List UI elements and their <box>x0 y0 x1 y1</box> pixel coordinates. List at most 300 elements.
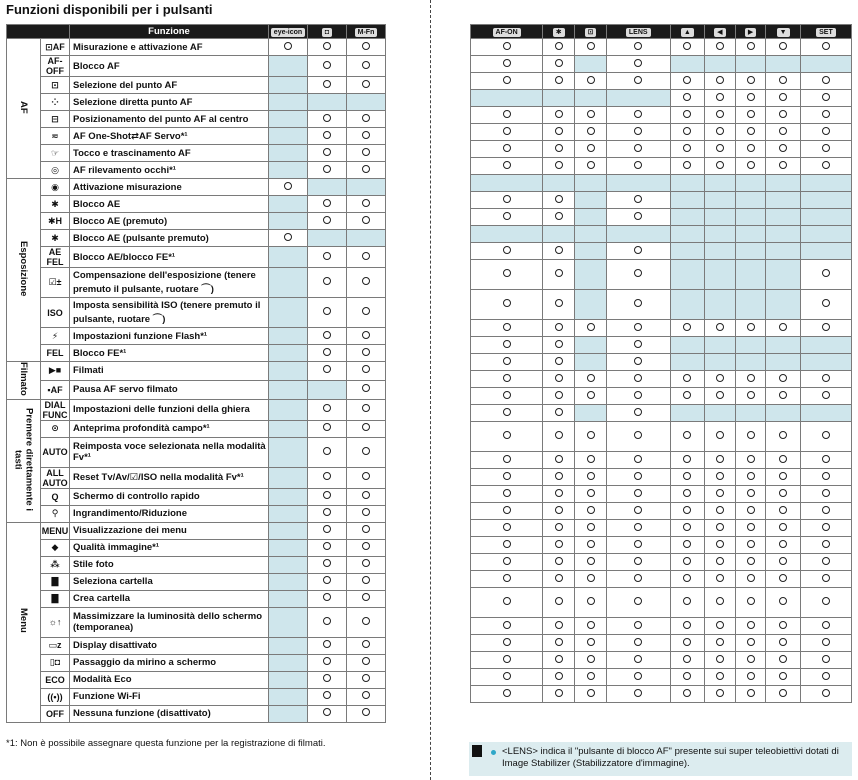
availability-cell <box>670 388 705 405</box>
available-mark <box>587 672 595 680</box>
section-label-text: Filmato <box>18 362 29 396</box>
available-mark <box>503 506 511 514</box>
availability-cell <box>308 420 347 437</box>
availability-cell <box>543 290 575 320</box>
table-row <box>7 380 386 399</box>
availability-cell <box>670 422 705 452</box>
available-mark <box>323 165 331 173</box>
availability-cell <box>800 388 851 405</box>
available-mark <box>323 404 331 412</box>
availability-cell <box>471 635 543 652</box>
available-mark <box>323 708 331 716</box>
table-row <box>471 209 852 226</box>
availability-cell <box>543 469 575 486</box>
availability-cell <box>543 388 575 405</box>
available-mark <box>683 76 691 84</box>
availability-cell <box>269 77 308 94</box>
function-icon: AE FEL <box>41 247 70 268</box>
availability-cell <box>269 213 308 230</box>
available-mark <box>822 472 830 480</box>
availability-cell <box>735 192 766 209</box>
availability-cell <box>705 124 736 141</box>
available-mark <box>747 506 755 514</box>
availability-cell <box>471 486 543 503</box>
table-row <box>471 635 852 652</box>
available-mark <box>634 212 642 220</box>
availability-cell <box>543 520 575 537</box>
available-mark <box>822 110 830 118</box>
availability-cell <box>705 371 736 388</box>
available-mark <box>555 689 563 697</box>
availability-cell <box>543 537 575 554</box>
table-row <box>471 588 852 618</box>
availability-cell <box>308 145 347 162</box>
availability-cell <box>543 686 575 703</box>
table-row <box>471 158 852 175</box>
lens-note <box>469 742 852 776</box>
available-mark <box>747 161 755 169</box>
function-icon: Q <box>41 488 70 505</box>
availability-cell <box>766 469 801 486</box>
availability-cell <box>800 226 851 243</box>
table-row <box>471 141 852 158</box>
available-mark <box>634 357 642 365</box>
available-mark <box>323 674 331 682</box>
availability-cell <box>575 520 607 537</box>
button-icon: ◘ <box>322 28 332 37</box>
availability-cell <box>308 705 347 722</box>
availability-cell <box>543 192 575 209</box>
function-icon: ◎ <box>41 162 70 179</box>
header-funzione: Funzione <box>70 25 269 39</box>
function-name: Blocco FE*¹ <box>70 345 269 362</box>
function-icon: AF-OFF <box>41 56 70 77</box>
availability-cell <box>735 73 766 90</box>
available-mark <box>555 299 563 307</box>
availability-cell <box>606 158 670 175</box>
availability-cell <box>347 637 386 654</box>
availability-cell <box>766 141 801 158</box>
function-icon: MENU <box>41 522 70 539</box>
availability-cell <box>269 362 308 381</box>
available-mark <box>362 199 370 207</box>
availability-cell <box>308 590 347 607</box>
button-icon: ▲ <box>681 28 694 37</box>
available-mark <box>779 489 787 497</box>
availability-cell <box>735 260 766 290</box>
availability-cell <box>347 705 386 722</box>
table-row <box>7 196 386 213</box>
availability-cell <box>670 56 705 73</box>
availability-cell <box>543 652 575 669</box>
available-mark <box>503 212 511 220</box>
availability-cell <box>800 635 851 652</box>
available-mark <box>822 621 830 629</box>
availability-cell <box>269 488 308 505</box>
availability-cell <box>705 503 736 520</box>
availability-cell <box>670 175 705 192</box>
section-label-text: Esposizione <box>18 240 29 297</box>
availability-cell <box>269 196 308 213</box>
availability-cell <box>347 607 386 637</box>
available-mark <box>822 506 830 514</box>
availability-cell <box>575 469 607 486</box>
available-mark <box>503 540 511 548</box>
available-mark <box>822 76 830 84</box>
table-row <box>7 705 386 722</box>
function-name: Visualizzazione dei menu <box>70 522 269 539</box>
availability-cell <box>800 669 851 686</box>
availability-cell <box>308 56 347 77</box>
availability-cell <box>800 422 851 452</box>
available-mark <box>822 655 830 663</box>
table-row <box>471 90 852 107</box>
available-mark <box>716 161 724 169</box>
available-mark <box>362 525 370 533</box>
available-mark <box>747 110 755 118</box>
table-row <box>7 247 386 268</box>
available-mark <box>683 638 691 646</box>
available-mark <box>634 246 642 254</box>
table-row <box>471 686 852 703</box>
availability-cell <box>800 337 851 354</box>
availability-cell <box>705 422 736 452</box>
function-icon: ☼↑ <box>41 607 70 637</box>
functions-table-right <box>470 24 852 703</box>
availability-cell <box>347 56 386 77</box>
availability-cell <box>347 128 386 145</box>
available-mark <box>634 127 642 135</box>
function-name: AF rilevamento occhi*¹ <box>70 162 269 179</box>
availability-cell <box>347 268 386 298</box>
availability-cell <box>543 554 575 571</box>
availability-cell <box>800 571 851 588</box>
available-mark <box>716 76 724 84</box>
available-mark <box>323 80 331 88</box>
availability-cell <box>606 107 670 124</box>
availability-cell <box>670 486 705 503</box>
available-mark <box>362 331 370 339</box>
available-mark <box>362 114 370 122</box>
available-mark <box>555 212 563 220</box>
table-row <box>471 290 852 320</box>
available-mark <box>747 42 755 50</box>
availability-cell <box>575 388 607 405</box>
available-mark <box>747 431 755 439</box>
availability-cell <box>347 539 386 556</box>
available-mark <box>503 76 511 84</box>
available-mark <box>362 640 370 648</box>
available-mark <box>779 323 787 331</box>
available-mark <box>747 523 755 531</box>
section-label-text: AF <box>18 100 29 114</box>
available-mark <box>683 557 691 565</box>
availability-cell <box>606 243 670 260</box>
availability-cell <box>347 328 386 345</box>
function-icon: ⊡AF <box>41 39 70 56</box>
button-icon: M-Fn <box>355 28 378 37</box>
available-mark <box>555 472 563 480</box>
availability-cell <box>766 520 801 537</box>
available-mark <box>587 506 595 514</box>
availability-cell <box>606 290 670 320</box>
available-mark <box>822 557 830 565</box>
available-mark <box>323 617 331 625</box>
available-mark <box>362 80 370 88</box>
availability-cell <box>347 399 386 420</box>
available-mark <box>555 195 563 203</box>
available-mark <box>503 574 511 582</box>
availability-cell <box>543 405 575 422</box>
availability-cell <box>471 226 543 243</box>
available-mark <box>634 489 642 497</box>
table-row <box>471 260 852 290</box>
available-mark <box>555 455 563 463</box>
bullet-icon <box>491 750 496 755</box>
available-mark <box>683 597 691 605</box>
availability-cell <box>670 260 705 290</box>
available-mark <box>323 640 331 648</box>
available-mark <box>587 689 595 697</box>
available-mark <box>323 657 331 665</box>
available-mark <box>555 621 563 629</box>
availability-cell <box>269 556 308 573</box>
availability-cell <box>471 503 543 520</box>
availability-cell <box>766 554 801 571</box>
available-mark <box>503 246 511 254</box>
availability-cell <box>735 486 766 503</box>
availability-cell <box>471 405 543 422</box>
availability-cell <box>705 520 736 537</box>
available-mark <box>716 540 724 548</box>
available-mark <box>323 691 331 699</box>
available-mark <box>747 574 755 582</box>
footnote: *1: Non è possibile assegnare questa funzione per la registrazione di filmati. <box>6 738 326 749</box>
available-mark <box>555 638 563 646</box>
availability-cell <box>471 209 543 226</box>
available-mark <box>503 110 511 118</box>
availability-cell <box>705 39 736 56</box>
function-name: Schermo di controllo rapido <box>70 488 269 505</box>
availability-cell <box>269 688 308 705</box>
available-mark <box>634 144 642 152</box>
available-mark <box>634 540 642 548</box>
availability-cell <box>766 124 801 141</box>
available-mark <box>587 110 595 118</box>
table-row <box>7 77 386 94</box>
availability-cell <box>606 56 670 73</box>
availability-cell <box>308 688 347 705</box>
available-mark <box>503 59 511 67</box>
availability-cell <box>735 158 766 175</box>
available-mark <box>555 540 563 548</box>
table-row <box>7 637 386 654</box>
availability-cell <box>766 56 801 73</box>
available-mark <box>747 93 755 101</box>
available-mark <box>323 472 331 480</box>
available-mark <box>503 391 511 399</box>
function-name: Crea cartella <box>70 590 269 607</box>
availability-cell <box>269 420 308 437</box>
available-mark <box>716 42 724 50</box>
available-mark <box>362 348 370 356</box>
availability-cell <box>705 537 736 554</box>
available-mark <box>634 574 642 582</box>
available-mark <box>747 144 755 152</box>
function-icon: ☑± <box>41 268 70 298</box>
availability-cell <box>347 654 386 671</box>
available-mark <box>747 621 755 629</box>
availability-cell <box>575 537 607 554</box>
availability-cell <box>800 290 851 320</box>
availability-cell <box>735 469 766 486</box>
available-mark <box>747 489 755 497</box>
availability-cell <box>606 226 670 243</box>
availability-cell <box>606 554 670 571</box>
available-mark <box>634 431 642 439</box>
availability-cell <box>705 652 736 669</box>
availability-cell <box>766 686 801 703</box>
available-mark <box>716 374 724 382</box>
availability-cell <box>670 124 705 141</box>
header-right-col <box>800 25 851 39</box>
availability-cell <box>800 354 851 371</box>
function-name: Blocco AE/blocco FE*¹ <box>70 247 269 268</box>
available-mark <box>587 489 595 497</box>
table-row <box>471 337 852 354</box>
availability-cell <box>575 486 607 503</box>
availability-cell <box>269 573 308 590</box>
available-mark <box>683 42 691 50</box>
availability-cell <box>735 422 766 452</box>
function-name: Pausa AF servo filmato <box>70 380 269 399</box>
available-mark <box>503 638 511 646</box>
header-right-col <box>705 25 736 39</box>
availability-cell <box>670 337 705 354</box>
availability-cell <box>347 196 386 213</box>
availability-cell <box>800 192 851 209</box>
available-mark <box>779 161 787 169</box>
availability-cell <box>735 226 766 243</box>
available-mark <box>503 472 511 480</box>
availability-cell <box>471 260 543 290</box>
availability-cell <box>471 537 543 554</box>
availability-cell <box>347 420 386 437</box>
availability-cell <box>670 73 705 90</box>
table-row <box>7 94 386 111</box>
availability-cell <box>269 539 308 556</box>
available-mark <box>555 574 563 582</box>
availability-cell <box>705 209 736 226</box>
availability-cell <box>670 669 705 686</box>
available-mark <box>555 557 563 565</box>
function-name: Anteprima profondità campo*¹ <box>70 420 269 437</box>
available-mark <box>716 455 724 463</box>
available-mark <box>822 42 830 50</box>
button-icon: eye-icon <box>271 28 305 37</box>
availability-cell <box>705 73 736 90</box>
function-name: Blocco AE <box>70 196 269 213</box>
table-row <box>7 505 386 522</box>
availability-cell <box>670 209 705 226</box>
availability-cell <box>471 469 543 486</box>
available-mark <box>683 540 691 548</box>
available-mark <box>323 508 331 516</box>
function-name: Seleziona cartella <box>70 573 269 590</box>
availability-cell <box>347 94 386 111</box>
availability-cell <box>606 141 670 158</box>
available-mark <box>822 323 830 331</box>
availability-cell <box>575 90 607 107</box>
section-label-text: Menu <box>18 608 29 634</box>
available-mark <box>503 374 511 382</box>
function-name: Modalità Eco <box>70 671 269 688</box>
availability-cell <box>543 486 575 503</box>
availability-cell <box>606 320 670 337</box>
availability-cell <box>766 635 801 652</box>
available-mark <box>503 489 511 497</box>
availability-cell <box>269 467 308 488</box>
availability-cell <box>735 669 766 686</box>
availability-cell <box>269 56 308 77</box>
availability-cell <box>766 243 801 260</box>
button-icon: ✱ <box>553 28 565 37</box>
table-row <box>471 56 852 73</box>
available-mark <box>716 557 724 565</box>
available-mark <box>822 574 830 582</box>
availability-cell <box>606 260 670 290</box>
table-row <box>7 345 386 362</box>
available-mark <box>362 542 370 550</box>
available-mark <box>779 655 787 663</box>
availability-cell <box>543 209 575 226</box>
available-mark <box>555 374 563 382</box>
availability-cell <box>766 452 801 469</box>
table-row <box>471 371 852 388</box>
availability-cell <box>800 486 851 503</box>
available-mark <box>634 408 642 416</box>
available-mark <box>587 455 595 463</box>
availability-cell <box>705 243 736 260</box>
availability-cell <box>308 539 347 556</box>
availability-cell <box>575 260 607 290</box>
availability-cell <box>347 145 386 162</box>
function-icon: ▪AF <box>41 380 70 399</box>
available-mark <box>634 110 642 118</box>
function-icon: ⚡ <box>41 328 70 345</box>
availability-cell <box>347 380 386 399</box>
header-blank <box>7 25 70 39</box>
available-mark <box>362 708 370 716</box>
table-row <box>7 420 386 437</box>
availability-cell <box>766 320 801 337</box>
availability-cell <box>670 452 705 469</box>
availability-cell <box>606 354 670 371</box>
available-mark <box>822 489 830 497</box>
availability-cell <box>347 671 386 688</box>
availability-cell <box>606 90 670 107</box>
available-mark <box>716 655 724 663</box>
availability-cell <box>766 39 801 56</box>
available-mark <box>587 144 595 152</box>
available-mark <box>716 391 724 399</box>
availability-cell <box>471 588 543 618</box>
availability-cell <box>606 520 670 537</box>
availability-cell <box>800 452 851 469</box>
availability-cell <box>269 230 308 247</box>
available-mark <box>555 127 563 135</box>
table-row <box>7 56 386 77</box>
